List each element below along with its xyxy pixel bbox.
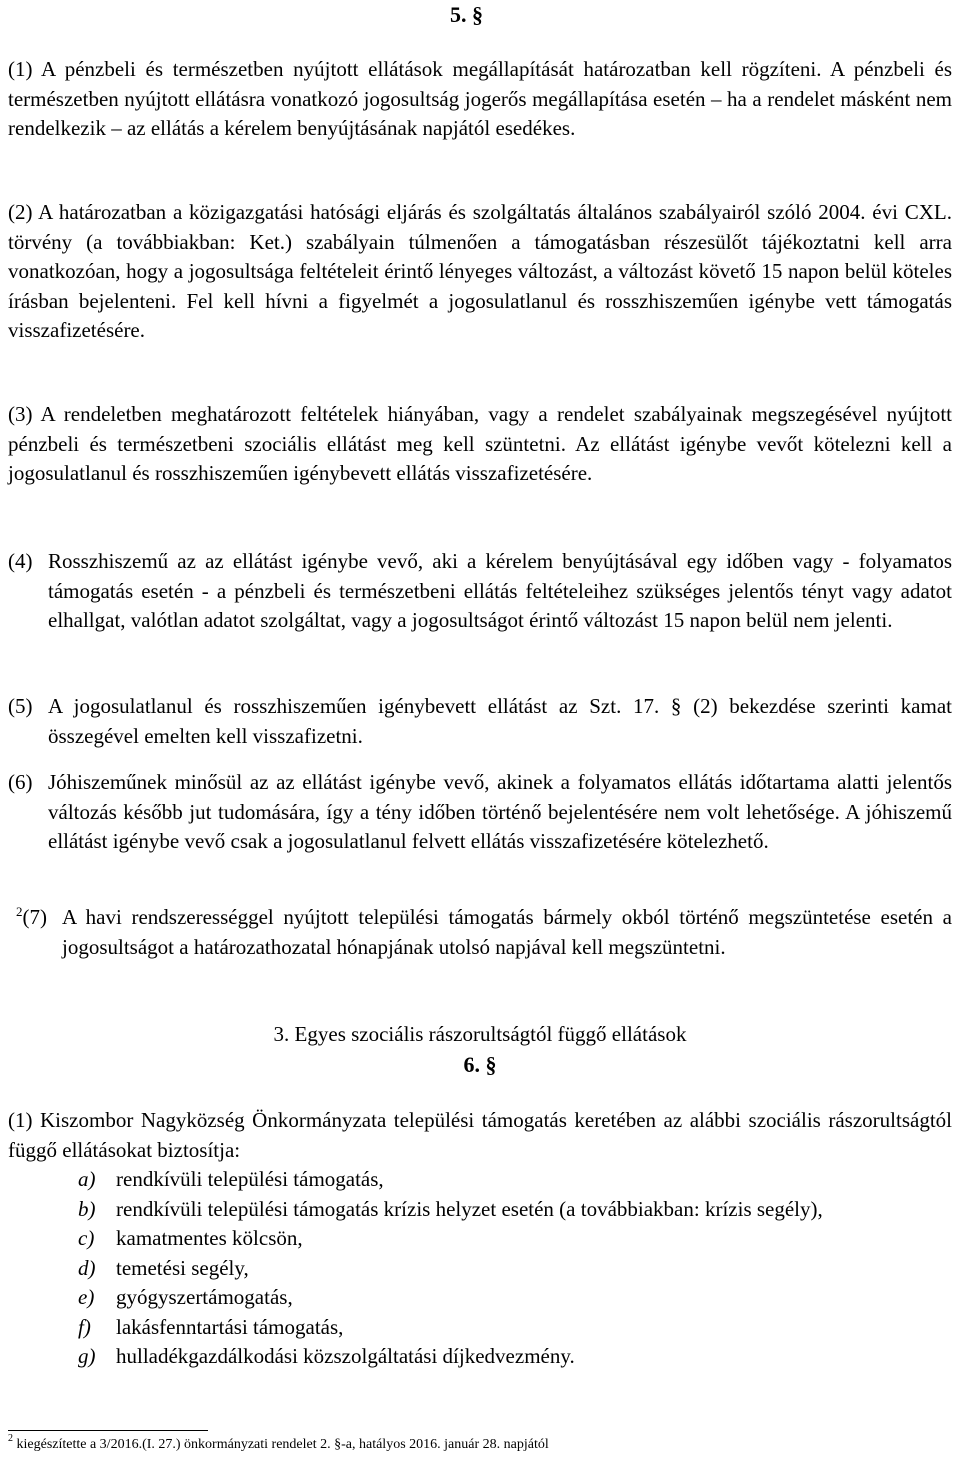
list-item-text: kamatmentes kölcsön,: [116, 1226, 303, 1250]
paragraph-5: [8, 692, 952, 751]
footnote-ref[interactable]: 2: [16, 904, 23, 919]
list-item-text: rendkívüli települési támogatás,: [116, 1167, 384, 1191]
paragraph-4-number: (4): [8, 549, 33, 573]
paragraph-3: (3) A rendeletben meghatározott feltételek hiányában, vagy a rendelet szabályainak megszegésével nyújtott pénzbeli és természetbeni szociális ellátást meg kell szüntetni. Az ellátást igénybe vevőt kötelezni kell a jogosulatlanul és rosszhiszeműen igénybevett ellátás visszafizetésére.: [8, 402, 952, 485]
paragraph-5-number: (5): [8, 694, 33, 718]
list-item-text: hulladékgazdálkodási közszolgáltatási díjkedvezmény.: [116, 1344, 575, 1368]
paragraph-7-label: (7): [22, 905, 47, 929]
paragraph-4: [8, 547, 952, 636]
chapter-3-title: 3. Egyes szociális rászorultságtól függő ellátások: [273, 1022, 687, 1046]
paragraph-7: [8, 903, 952, 962]
list-item-text: gyógyszertámogatás,: [116, 1285, 293, 1309]
list-item-label: d): [78, 1255, 96, 1280]
list-item-label: a): [78, 1167, 96, 1191]
section-6-heading: 6. §: [463, 1052, 497, 1077]
footnote-number: 2: [8, 1433, 13, 1444]
paragraph-4-text: Rosszhiszemű az az ellátást igénybe vevő, aki a kérelem benyújtásával egy időben vagy - folyamatos támogatás esetén - a pénzbeli és természetbeni ellátás feltételeihez szükséges jelentős tényt vagy adatot elhallgat, valótlan adatot szolgáltat, vagy a jogosultságot érintő változást 15 napon belül nem jelenti.: [48, 549, 952, 632]
list-item: [78, 1342, 952, 1372]
list-item: [78, 1254, 952, 1284]
list-item: [78, 1313, 952, 1343]
paragraph-5-text: A jogosulatlanul és rosszhiszeműen igénybevett ellátást az Szt. 17. § (2) bekezdése szerinti kamat összegével emelten kell visszafizetni.: [48, 694, 952, 748]
list-item: [78, 1224, 952, 1254]
paragraph-6-text: Jóhiszeműnek minősül az az ellátást igénybe vevő, akinek a folyamatos ellátás időtartama alatti jelentős változás később jut tudomására, így a tény időben történő bejelentésére nem volt lehetősége. A jóhiszemű ellátást igénybe vevő csak a jogosulatlanul felvett ellátás visszafizetésére kötelezhető.: [48, 770, 952, 853]
section-6-paragraph-1: (1) Kiszombor Nagyközség Önkormányzata települési támogatás keretében az alábbi szociális rászorultságtól függő ellátásokat biztosítja:: [8, 1108, 952, 1162]
list-item-label: f): [78, 1314, 91, 1339]
paragraph-6: [8, 768, 952, 857]
list-item-label: g): [78, 1344, 96, 1368]
list-item-label: c): [78, 1226, 95, 1250]
list-item: [78, 1165, 952, 1195]
benefits-list: [78, 1165, 952, 1372]
list-item-text: lakásfenntartási támogatás,: [116, 1314, 344, 1339]
list-item-label: b): [78, 1196, 96, 1221]
paragraph-7-text: A havi rendszerességgel nyújtott települési támogatás bármely okból történő megszüntetése esetén a jogosultságot a határozathozatal hónapjának utolsó napjával kell megszüntetni.: [62, 905, 952, 959]
list-item: [78, 1283, 952, 1313]
footnote-text: kiegészítette a 3/2016.(I. 27.) önkormányzati rendelet 2. §-a, hatályos 2016. január 28. napjától: [13, 1437, 549, 1452]
paragraph-2: (2) A határozatban a közigazgatási hatósági eljárás és szolgáltatás általános szabályairól szóló 2004. évi CXL. törvény (a továbbiakban: Ket.) szabályain túlmenően a támogatásban részesülőt tájékoztatni kell arra vonatkozóan, hogy a jogosultsága feltételeit érintő lényeges változást, a változást követő 15 napon belül köteles írásban bejelenteni. Fel kell hívni a figyelmét a jogosulatlanul és rosszhiszeműen igénybe vett támogatás visszafizetésére.: [8, 200, 952, 342]
list-item-label: e): [78, 1285, 95, 1309]
paragraph-7-number: [16, 903, 47, 933]
list-item-text: temetési segély,: [116, 1255, 249, 1280]
paragraph-6-number: (6): [8, 770, 33, 794]
paragraph-1: (1) A pénzbeli és természetben nyújtott ellátások megállapítását határozatban kell rögzíteni. A pénzbeli és természetben nyújtott ellátásra vonatkozó jogosultság jogerős megállapítása esetén – ha a rendelet másként nem rendelkezik – az ellátás a kérelem benyújtásának napjától esedékes.: [8, 57, 952, 140]
list-item: [78, 1195, 952, 1225]
section-5-heading: 5. §: [450, 2, 483, 27]
footnote-divider: [8, 1430, 208, 1431]
footnote: [8, 1433, 948, 1454]
list-item-text: rendkívüli települési támogatás krízis helyzet esetén (a továbbiakban: krízis segély),: [116, 1196, 823, 1221]
